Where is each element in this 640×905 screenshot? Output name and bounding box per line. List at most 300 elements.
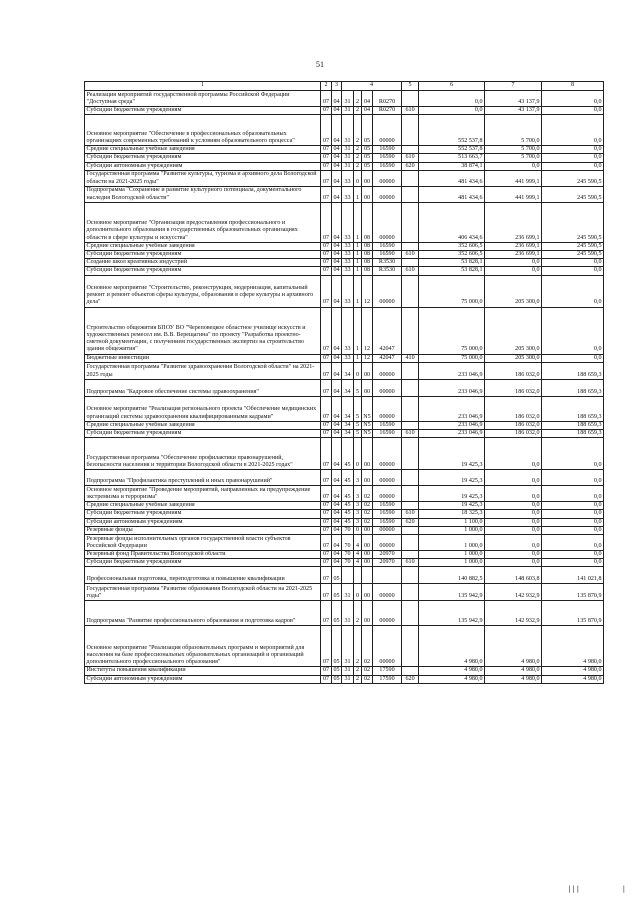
amount-2022: 1 100,0 [419,518,485,526]
row-name: Бюджетные инвестиции [85,354,321,362]
amount-2024: 4 980,0 [542,626,604,667]
code-subprogram: 2 [354,667,362,675]
code-direction: 16590 [373,421,402,429]
code-event: 00 [362,170,373,186]
table-row [85,379,604,396]
code-direction: 00000 [373,601,402,626]
code-subprogram: 0 [354,170,362,186]
code-section: 07 [321,567,332,584]
code-section: 07 [321,115,332,146]
code-expense-type [402,502,419,510]
code-event: 00 [362,584,373,601]
code-subprogram: 4 [354,551,362,559]
amount-2023: 0,0 [485,559,542,567]
code-subprogram: 2 [354,626,362,667]
code-expense-type [402,396,419,421]
code-section: 07 [321,162,332,170]
code-direction: 42047 [373,354,402,362]
amount-2022: 481 434,6 [419,186,485,202]
code-event: 02 [362,502,373,510]
amount-2024: 188 659,3 [542,379,604,396]
code-direction: R3530 [373,267,402,275]
code-event: 00 [362,438,373,470]
table-row [85,275,604,307]
table-row [85,535,604,551]
amount-2022: 233 046,9 [419,362,485,379]
table-row [85,430,604,438]
row-name: Субсидии бюджетным учреждениям [85,510,321,518]
code-section: 07 [321,251,332,259]
code-program: 31 [342,162,354,170]
code-section: 07 [321,379,332,396]
code-subprogram: 0 [354,584,362,601]
code-subsection: 04 [332,486,342,502]
code-expense-type: 610 [402,510,419,518]
table-row [85,202,604,242]
code-subprogram: 3 [354,470,362,486]
code-program: 70 [342,526,354,534]
code-direction: 16590 [373,162,402,170]
amount-2022: 406 434,6 [419,202,485,242]
code-program: 31 [342,107,354,115]
code-event: N5 [362,396,373,421]
code-event: 00 [362,186,373,202]
code-subsection: 04 [332,170,342,186]
amount-2022: 19 425,3 [419,502,485,510]
code-direction: 00000 [373,170,402,186]
code-event: 02 [362,510,373,518]
table-row [85,170,604,186]
code-expense-type [402,146,419,154]
amount-2024: 0,0 [542,162,604,170]
code-event: 00 [362,601,373,626]
code-subsection: 04 [332,91,342,107]
code-direction: 17590 [373,667,402,675]
code-program: 31 [342,601,354,626]
code-expense-type [402,259,419,267]
amount-2023: 0,0 [485,510,542,518]
amount-2022: 75 000,0 [419,354,485,362]
code-expense-type: 610 [402,430,419,438]
code-program: 33 [342,354,354,362]
row-name: Субсидии бюджетным учреждениям [85,559,321,567]
table-row [85,421,604,429]
amount-2023: 205 300,0 [485,354,542,362]
code-program: 33 [342,259,354,267]
code-event: 02 [362,486,373,502]
code-expense-type [402,470,419,486]
code-event: N5 [363,421,371,428]
amount-2024: 0,0 [542,267,604,275]
code-expense-type [402,202,419,242]
table-row [85,267,604,275]
row-name: Субсидии автономным учреждениям [85,518,321,526]
code-event: 08 [362,251,373,259]
amount-2023: 441 999,1 [485,170,542,186]
code-subprogram: 1 [354,202,362,242]
code-expense-type [402,307,419,354]
amount-2024: 0,0 [542,486,604,502]
code-program: 31 [342,675,354,683]
amount-2023: 205 300,0 [485,307,542,354]
code-subprogram: 2 [354,601,362,626]
amount-2024: 0,0 [542,107,604,115]
code-section: 07 [321,518,332,526]
code-section: 07 [321,675,332,683]
code-subprogram: 5 [354,379,362,396]
code-subsection: 04 [333,430,340,437]
code-section: 07 [321,601,332,626]
code-subsection: 04 [333,354,340,361]
amount-2023: 4 980,0 [485,675,542,683]
amount-2023: 4 980,0 [485,667,542,675]
code-expense-type: 610 [402,267,419,275]
amount-2022: 233 046,9 [419,379,485,396]
row-name: Государственная программа "Развитие здравоохранения Вологодской области" на 2021-2025 годы [85,362,321,379]
amount-2022: 140 882,5 [419,567,485,584]
code-program: 33 [342,202,354,242]
row-name: Институты повышения квалификации [85,667,321,675]
amount-2023: 142 932,9 [485,584,542,601]
amount-2022: 135 942,9 [419,584,485,601]
amount-2022: 552 537,8 [419,115,485,146]
code-direction: 16590 [373,510,402,518]
row-name: Государственная программа "Развитие культуры, туризма и архивного дела Вологодской области на 2021-2025 годы" [85,170,321,186]
code-subsection: 05 [333,667,340,674]
code-expense-type [402,584,419,601]
code-subprogram: 1 [354,186,362,202]
code-subprogram: 2 [354,91,362,107]
amount-2022: 1 000,0 [419,551,485,559]
table-row [85,567,604,584]
amount-2024: 0,0 [542,551,604,559]
amount-2024: 0,0 [542,154,604,162]
amount-2023: 205 300,0 [485,275,542,307]
code-section: 07 [321,551,332,559]
amount-2023: 43 137,9 [485,107,542,115]
row-name: Основное мероприятие "Реализация образовательных программ и мероприятий для населения на базе профессиональных образовательных организаций и организаций дополнительного профессионального образования" [85,626,321,667]
code-program: 31 [342,146,354,154]
amount-2024: 0,0 [542,559,604,567]
amount-2023: 0,0 [485,259,542,267]
code-subprogram: 2 [354,115,362,146]
code-event: N5 [363,430,371,437]
code-direction: 00000 [373,438,402,470]
code-expense-type [402,91,419,107]
code-event: 08 [362,259,373,267]
amount-2022: 4 980,0 [419,675,485,683]
amount-2022: 4 980,0 [419,626,485,667]
amount-2024: 0,0 [542,275,604,307]
amount-2022: 38 874,1 [419,162,485,170]
code-subprogram: 1 [354,354,362,362]
code-direction: 00000 [373,626,402,667]
table-row [85,154,604,162]
page-edge-mark: | [621,885,626,893]
table-row [85,91,604,107]
code-section: 07 [321,421,332,429]
table-row [85,362,604,379]
code-expense-type [402,170,419,186]
code-program: 31 [342,584,354,601]
code-program: 31 [342,154,354,162]
code-program: 45 [342,438,354,470]
amount-2023: 0,0 [485,486,542,502]
code-program: 33 [342,275,354,307]
code-program: 45 [342,486,354,502]
code-expense-type [402,486,419,502]
amount-2022: 352 606,5 [419,251,485,259]
amount-2022: 513 663,7 [419,154,485,162]
code-direction: 16590 [373,242,402,250]
amount-2024: 135 870,9 [542,601,604,626]
table-row [85,107,604,115]
code-subprogram: 3 [354,486,362,502]
amount-2024: 0,0 [542,259,604,267]
row-name: Средние специальные учебные заведения [85,242,321,250]
code-event: 08 [362,242,373,250]
row-name: Основное мероприятие "Обеспечение в профессиональных образовательных организациях современных требований к условиям образовательного процесса" [85,115,321,146]
header-cell: 8 [542,82,604,91]
code-event: 00 [362,551,373,559]
code-expense-type: 610 [402,107,419,115]
code-event: 08 [362,267,373,275]
amount-2023: 0,0 [485,470,542,486]
code-subsection: 04 [333,162,340,169]
code-subsection: 04 [332,202,342,242]
code-event: 05 [362,162,373,170]
code-direction: 00000 [373,486,402,502]
row-name: Строительство общежития БПОУ ВО "Череповецкое областное училище искусств и художественных ремесел им. В.В. Верещагина" по проекту "Разработка проектно-сметной документации, с получением государственных экспертиз на строительство здания общежития" [85,307,321,354]
code-subprogram [354,567,362,584]
table-row [85,146,604,154]
table-row [85,396,604,421]
code-event: 00 [362,526,373,534]
code-direction: 16590 [373,146,402,154]
amount-2022: 53 828,1 [419,259,485,267]
amount-2024: 245 590,5 [542,242,604,250]
code-program: 34 [342,421,354,429]
table-row [85,486,604,502]
code-section: 07 [321,510,332,518]
code-program: 45 [342,470,354,486]
amount-2023: 148 603,8 [485,567,542,584]
code-direction: 16590 [373,430,402,438]
table-row [85,438,604,470]
code-subsection: 04 [333,518,340,525]
amount-2022: 1 000,0 [419,559,485,567]
amount-2024: 0,0 [542,535,604,551]
amount-2023: 236 699,1 [485,242,542,250]
row-name: Подпрограмма "Сохранение и развитие культурного потенциала, документального наследия Вологодской области" [85,186,321,202]
amount-2023: 5 700,0 [485,146,542,154]
code-section: 07 [321,154,332,162]
code-section: 07 [321,307,332,354]
code-expense-type [402,421,419,429]
amount-2023: 5 700,0 [485,115,542,146]
header-cell: 2 [321,82,332,91]
amount-2024: 0,0 [542,307,604,354]
code-subsection: 04 [333,559,340,566]
amount-2022: 233 046,9 [419,430,485,438]
code-subsection: 04 [333,107,340,113]
table-row [85,251,604,259]
code-expense-type: 610 [402,251,419,259]
code-event: 05 [362,154,373,162]
code-program: 33 [342,186,354,202]
amount-2022: 75 000,0 [419,275,485,307]
header-cell: 1 [85,82,321,91]
code-direction: 00000 [373,526,402,534]
table-row [85,354,604,362]
code-direction: R0270 [373,91,402,107]
amount-2024: 4 980,0 [542,675,604,683]
code-expense-type [402,551,419,559]
code-expense-type [402,438,419,470]
table-row [85,470,604,486]
code-program: 31 [342,115,354,146]
row-name: Подпрограмма "Кадровое обеспечение системы здравоохранения" [85,379,321,396]
code-direction: 00000 [373,379,402,396]
code-subsection: 05 [332,601,342,626]
code-program: 33 [342,267,354,275]
code-subprogram: 3 [354,502,362,510]
code-event: 00 [362,535,373,551]
amount-2024: 0,0 [542,526,604,534]
amount-2022: 135 942,9 [419,601,485,626]
code-program: 33 [342,251,354,259]
code-subsection: 04 [333,259,340,266]
code-expense-type [402,667,419,675]
code-subprogram: 3 [354,510,362,518]
amount-2022: 481 434,6 [419,170,485,186]
code-subsection: 04 [333,526,340,533]
code-event: 00 [362,379,373,396]
table-row [85,307,604,354]
amount-2024: 0,0 [542,354,604,362]
code-subsection: 04 [332,438,342,470]
code-expense-type: 610 [402,559,419,567]
row-name: Средние специальные учебные заведения [85,421,321,429]
amount-2023: 186 032,0 [485,421,542,429]
code-program: 33 [342,170,354,186]
code-section: 07 [321,438,332,470]
code-subsection: 04 [333,146,340,153]
code-direction: 00000 [373,584,402,601]
code-expense-type [402,626,419,667]
amount-2024: 188 659,3 [542,396,604,421]
amount-2023: 186 032,0 [485,430,542,438]
table-row [85,162,604,170]
code-subsection: 05 [332,626,342,667]
code-expense-type [402,526,419,534]
code-direction: 00000 [373,275,402,307]
budget-table [84,81,604,684]
row-name: Государственная программа "Обеспечение профилактики правонарушений, безопасности населения и территории Вологодской области в 2021-2025 годах" [85,438,321,470]
table-row [85,242,604,250]
amount-2022: 75 000,0 [419,307,485,354]
code-expense-type [402,567,419,584]
code-expense-type [402,275,419,307]
code-subsection: 04 [333,510,340,517]
amount-2023: 5 700,0 [485,154,542,162]
code-section: 07 [321,362,332,379]
code-subsection: 04 [333,502,340,509]
code-direction: 16590 [373,502,402,510]
code-expense-type: 610 [402,154,419,162]
code-subprogram: 1 [354,259,362,267]
code-section: 07 [321,259,332,267]
code-subprogram: 5 [354,430,362,438]
code-direction: 17590 [373,675,402,683]
code-direction [373,567,402,584]
code-subsection: 04 [332,470,342,486]
table-row [85,526,604,534]
code-section: 07 [321,354,332,362]
amount-2023: 236 699,1 [485,202,542,242]
code-subprogram: 1 [354,275,362,307]
code-event: 05 [362,115,373,146]
code-expense-type [402,362,419,379]
amount-2023: 43 137,9 [485,91,542,107]
code-subprogram: 0 [354,438,362,470]
code-subprogram: 2 [354,675,362,683]
code-subprogram: 1 [354,307,362,354]
amount-2024: 0,0 [542,510,604,518]
code-event: 12 [362,354,373,362]
code-direction: 42047 [373,307,402,354]
code-subprogram: 1 [354,251,362,259]
amount-2023: 0,0 [485,518,542,526]
amount-2023: 0,0 [485,162,542,170]
code-event: 12 [362,275,373,307]
table-row [85,518,604,526]
code-subsection: 04 [332,396,342,421]
amount-2023: 4 980,0 [485,626,542,667]
amount-2024: 245 590,5 [542,251,604,259]
code-subprogram: 3 [354,518,362,526]
code-event: 02 [362,667,373,675]
code-direction: 16590 [373,154,402,162]
header-cell: 4 [342,82,402,91]
code-section: 07 [321,559,332,567]
amount-2022: 1 000,0 [419,535,485,551]
footer-mark: ||| [567,885,580,893]
amount-2022: 0,0 [419,107,485,115]
row-name: Резервные фонды исполнительных органов государственной власти субъектов Российской Федерации [85,535,321,551]
code-expense-type: 620 [402,518,419,526]
amount-2024: 188 659,3 [542,362,604,379]
code-section: 07 [321,486,332,502]
code-subsection: 04 [332,186,342,202]
row-name: Государственная программа "Развитие образования Вологодской области на 2021-2025 годы" [85,584,321,601]
amount-2022: 19 425,3 [419,438,485,470]
code-direction: 20970 [373,551,402,559]
amount-2023: 142 932,9 [485,601,542,626]
row-name: Субсидии автономным учреждениям [85,162,321,170]
code-event [362,567,373,584]
code-direction: 00000 [373,202,402,242]
code-direction: 00000 [373,362,402,379]
code-program: 45 [342,518,354,526]
code-direction: R3530 [373,259,402,267]
amount-2022: 18 325,3 [419,510,485,518]
amount-2022: 352 606,5 [419,242,485,250]
table-row [85,675,604,683]
code-section: 07 [321,107,332,115]
row-name: Подпрограмма "Развитие профессионального образования и подготовка кадров" [85,601,321,626]
code-section: 07 [321,202,332,242]
